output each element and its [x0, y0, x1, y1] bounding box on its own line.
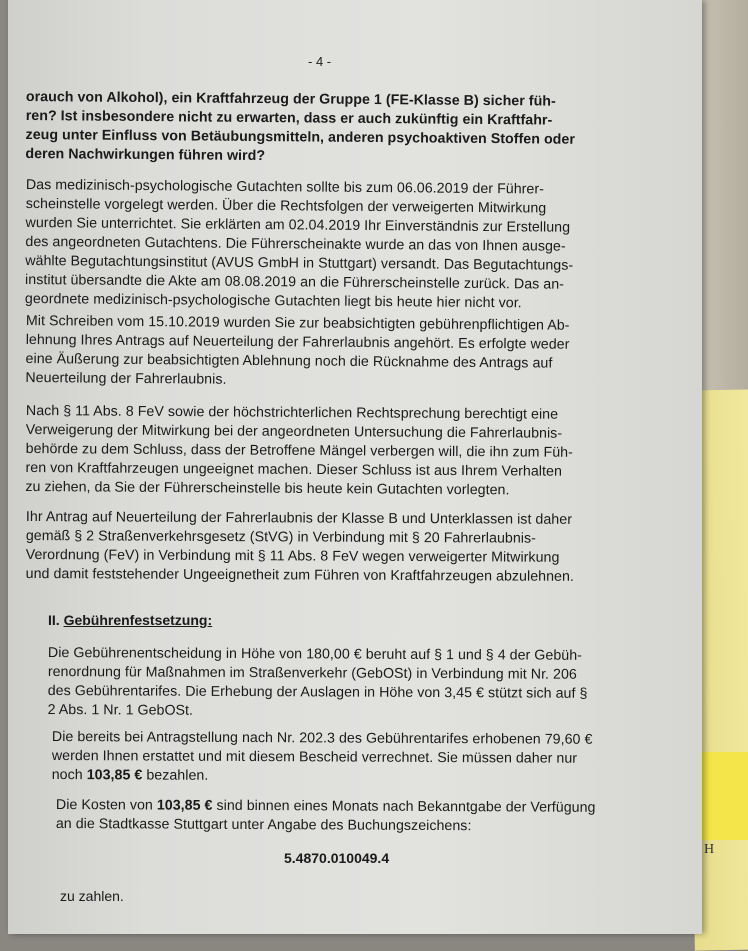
text-line: an die Stadtkasse Stuttgart unter Angabe des Buchungszeichens: — [55, 815, 472, 835]
text-line: Nach § 11 Abs. 8 FeV sowie der höchstrichterlichen Rechtsprechung berechtigt eine — [25, 402, 559, 423]
text-line: institut übersandte die Akte am 08.08.2019 an die Führerscheinstelle zurück. Das an- — [25, 271, 565, 293]
text-line: renordnung für Maßnahmen im Straßenverkehr (GebOSt) in Verbindung mit Nr. 206 — [47, 663, 577, 683]
text-line: Die bereits bei Antragstellung nach Nr. 202.3 des Gebührentarifes erhobenen 79,60 € — [51, 729, 593, 748]
text-line: und damit feststehender Ungeeignetheit zum Führen von Kraftfahrzeugen abzulehnen. — [25, 565, 574, 585]
text-line: wählte Begutachtungsinstitut (AVUS GmbH in Stuttgart) versandt. Das Begutachtungs- — [25, 252, 574, 274]
paragraph-legal-basis — [25, 402, 626, 501]
text-line: scheinstelle vorgelegt werden. Über die Rechtsfolgen der verweigerten Mitwirkung — [25, 195, 547, 217]
section-heading — [48, 612, 212, 628]
text-line: ren von Kraftfahrzeugen ungeeignet machen. Dieser Schluss ist aus Ihrem Verhalten — [25, 459, 562, 480]
text-line: eine Äußerung zur beabsichtigten Ablehnung noch die Rücknahme des Antrags auf — [25, 350, 553, 372]
text-line: Das medizinisch-psychologische Gutachten sollte bis zum 06.06.2019 der Führer- — [25, 176, 545, 198]
sticky-note-mark: H — [704, 842, 715, 857]
text-line: Neuerteilung der Fahrerlaubnis. — [25, 369, 227, 388]
amount-due: 103,85 € — [86, 767, 143, 784]
text-line: Verordnung (FeV) in Verbindung mit § 11 Abs. 8 FeV wegen verweigerter Mitwirkung — [25, 546, 560, 566]
text-line: geordnete medizinisch-psychologische Gutachten liegt bis heute hier nicht vor. — [24, 290, 522, 312]
text-line: Die Gebührenentscheidung in Höhe von 180,00 € beruht auf § 1 und § 4 der Gebüh- — [47, 645, 582, 664]
paragraph-hearing — [25, 312, 626, 393]
text-line: Ihr Antrag auf Neuerteilung der Fahrerlaubnis der Klasse B und Unterklassen ist daher — [25, 509, 573, 528]
document-page — [8, 0, 702, 934]
sticky-note-tab — [700, 752, 748, 840]
paragraph-payment-instructions — [56, 796, 656, 837]
text-line: lehnung Ihres Antrags auf Neuerteilung der Fahrerlaubnis angehört. Es erfolgte weder — [25, 331, 570, 353]
paragraph-mpu-deadline — [25, 176, 626, 314]
text-line: Verweigerung der Mitwirkung bei der angeordneten Untersuchung die Fahrerlaubnis- — [25, 421, 563, 442]
text-line: deren Nachwirkungen führen wird? — [25, 145, 266, 165]
text-line: des Gebührentarifes. Die Erhebung der Auslagen in Höhe von 3,45 € stützt sich auf § — [47, 682, 588, 702]
text-line — [52, 766, 652, 788]
closing-line: zu zahlen. — [60, 888, 124, 904]
intro-question — [25, 88, 626, 169]
paragraph-rejection — [26, 508, 626, 587]
text-line: zu ziehen, da Sie der Führerscheinstelle bis heute kein Gutachten vorlegten. — [25, 478, 510, 499]
text-line: Mit Schreiben vom 15.10.2019 wurden Sie zur beabsichtigten gebührenpflichtigen Ab- — [25, 312, 570, 334]
page-number: - 4 - — [308, 54, 332, 69]
text-fragment: Die Kosten von — [55, 797, 157, 814]
section-number: II. — [48, 612, 60, 628]
paragraph-fee-decision — [48, 644, 648, 723]
text-line: orauch von Alkohol), ein Kraftfahrzeug der Gruppe 1 (FE-Klasse B) sicher füh- — [25, 88, 556, 110]
text-fragment: sind binnen eines Monats nach Bekanntgabe der Verfügung — [212, 797, 596, 816]
text-line: ren? Ist insbesondere nicht zu erwarten, dass er auch zukünftig ein Kraftfahr- — [25, 107, 553, 129]
text-line: gemäß § 2 Straßenverkehrsgesetz (StVG) in Verbindung mit § 20 Fahrerlaubnis- — [25, 527, 536, 547]
amount-due: 103,85 € — [156, 797, 213, 814]
text-line: werden Ihnen erstattet und mit diesem Bescheid verrechnet. Sie müssen daher nur — [51, 747, 578, 767]
text-line: 2 Abs. 1 Nr. 1 GebOSt. — [47, 701, 194, 719]
text-fragment: noch — [51, 766, 87, 784]
text-line: wurden Sie unterrichtet. Sie erklärten am 02.04.2019 Ihr Einverständnis zur Erstellung — [25, 214, 571, 236]
paragraph-refund — [52, 728, 652, 788]
text-line: des angeordneten Gutachtens. Die Führerscheinakte wurde an das von Ihnen ausge- — [25, 233, 566, 255]
section-title: Gebührenfestsetzung: — [63, 612, 213, 628]
text-fragment: bezahlen. — [142, 767, 209, 784]
text-line: behörde zu dem Schluss, dass der Betroffene Mängel verbergen will, die ihn zum Füh- — [25, 440, 573, 461]
booking-reference: 5.4870.010049.4 — [284, 850, 390, 866]
text-line: zeug unter Einfluss von Betäubungsmitteln, anderen psychoaktiven Stoffen oder — [25, 126, 575, 148]
